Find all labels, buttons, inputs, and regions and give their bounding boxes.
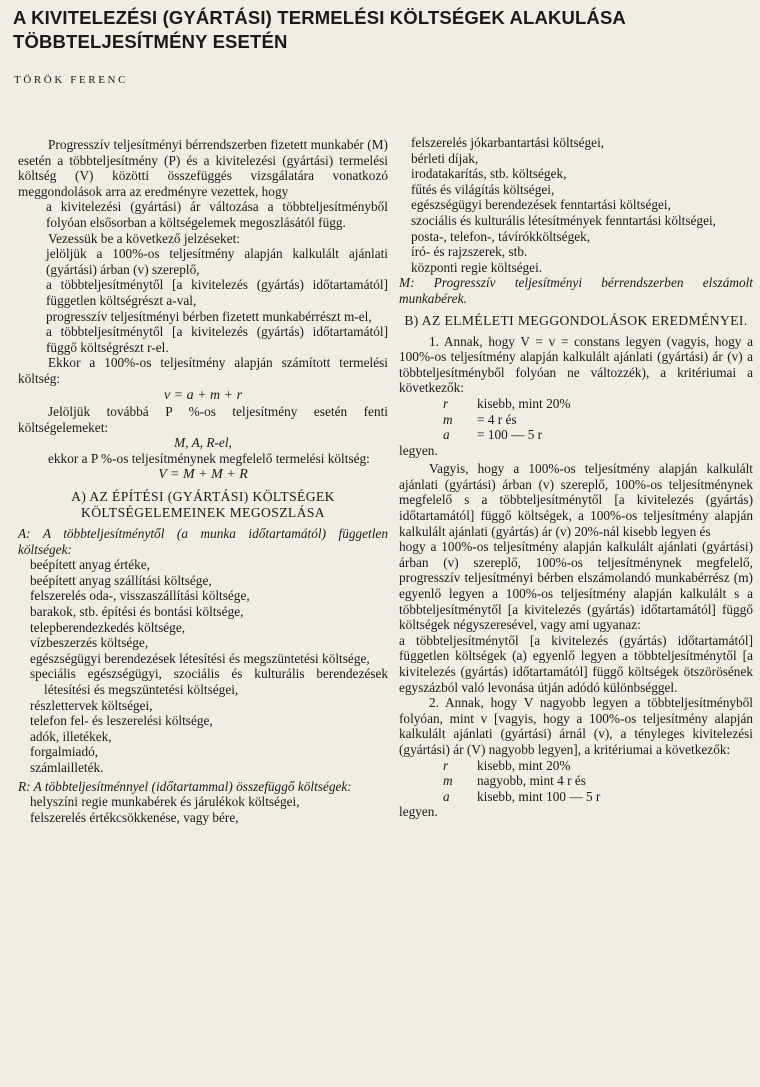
vagyis-paragraph: Vagyis, hogy a 100%-os teljesítmény alapján kalkulált ajánlati (gyártási) árban (v) szereplő, 100%-os teljesítménynek megfelelő s a többteljesítménytől [a kivitelezés (gyártás) időtartamától] függő költségek, a 100%-os teljesítmény alapján kalkulált ajánlati (gyártás) ár (v) 20%-nál kisebb legyen és	[399, 461, 753, 539]
a-paragraph: a többteljesítménytől [a kivitelezés (gyártás) időtartamától] független költségek (a) egyenlő legyen a többteljesítménytől [a kivitelezés (gyártás) időtartamától] függő költségek ötszörösének egyszázból való levonása útján adódó különbséggel.	[399, 632, 753, 695]
condition-text: kisebb, mint 20%	[477, 395, 571, 411]
list-item: adók, illetékek,	[30, 728, 112, 744]
notation-m: progresszív teljesítményi bérben fizetett munkabérrészt m-el,	[46, 308, 372, 324]
r-costs-list	[18, 794, 388, 825]
article-title: A KIVITELEZÉSI (GYÁRTÁSI) TERMELÉSI KÖLTSÉGEK ALAKULÁSA TÖBBTELJESÍTMÉNY ESETÉN	[13, 7, 626, 52]
list-item: irodatakarítás, stb. költségek,	[411, 166, 567, 182]
list-item: forgalmiadó,	[30, 744, 99, 760]
elements-intro: Jelöljük továbbá P %-os teljesítmény esetén fenti költségelemeket:	[18, 404, 388, 435]
condition-variable: r	[443, 757, 449, 773]
condition-text: = 100 — 5 r	[477, 427, 543, 443]
list-item: központi regie költségei.	[411, 259, 543, 275]
list-item: számlailleték.	[30, 759, 104, 775]
elements-list: M, A, R-el,	[174, 435, 232, 451]
list-item: telefon fel- és leszerelési költsége,	[30, 713, 213, 729]
list-item: szociális és kulturális létesítmények fenntartási költségei,	[411, 212, 717, 228]
criterion-2-paragraph: 2. Annak, hogy V nagyobb legyen a többteljesítményből folyóan, mint v [vagyis, hogy a 100%-os teljesítmény alapján kalkulált ajánlati (gyártási) árnál (v), a tényleges kivitelezési (gyártási) ár (V) nagyobb legyen], a kritériumai a következők:	[399, 695, 753, 757]
cost-formula-intro-2: ekkor a P %-os teljesítménynek megfelelő termelési költség:	[48, 450, 370, 466]
notation-a: a többteljesítménytől [a kivitelezés (gyártás) időtartamától] független költségrészt a-val,	[46, 277, 388, 308]
list-item: felszerelés jókarbantartási költségei,	[411, 135, 605, 150]
a-costs-heading: A: A többteljesítménytől (a munka időtartamától) független költségek:	[18, 526, 388, 557]
criterion-1-conditions	[399, 396, 753, 443]
cost-formula-intro: Ekkor a 100%-os teljesítmény alapján számított termelési költség:	[18, 355, 388, 386]
condition-variable: m	[443, 411, 453, 427]
list-item: egészségügyi berendezések létesítési és megszüntetési költsége,	[30, 650, 370, 666]
list-item: fűtés és világítás költségei,	[411, 181, 555, 197]
list-item: barakok, stb. építési és bontási költsége,	[30, 604, 244, 620]
author-name: TÖRÖK FERENC	[14, 74, 129, 86]
section-heading-b: B) AZ ELMÉLETI MEGGONDOLÁSOK EREDMÉNYEI.	[404, 312, 748, 328]
notation-r: a többteljesítménytől [a kivitelezés (gyártás) időtartamától] függő költségrészt r-el.	[46, 324, 388, 355]
list-item: vízbeszerzés költsége,	[30, 635, 149, 651]
condition-variable: r	[443, 395, 449, 411]
legyen-line: legyen.	[399, 442, 438, 458]
list-item: telepberendezkedés költsége,	[30, 619, 186, 635]
condition-row	[443, 396, 753, 412]
condition-row	[443, 789, 753, 805]
section-heading-a: A) AZ ÉPÍTÉSI (GYÁRTÁSI) KÖLTSÉGEK KÖLTSÉGELEMEINEK MEGOSZLÁSA	[71, 489, 335, 521]
list-item: posta-, telefon-, távírókköltségek,	[411, 228, 591, 244]
right-column	[399, 135, 753, 820]
equation-v: v = a + m + r	[163, 387, 243, 403]
hogy-paragraph: hogy a 100%-os teljesítmény alapján kalkulált ajánlati (gyártási) árban (v) szereplő, 100%-os teljesítménynek megfelelő, progresszív teljesítményi bérben elszámolandó munkabérrész (m) egyenlő legyen a 100%-os teljesítmény alapján kalkulált s a többteljesítménytől [a kivitelezés (gyártás) időtartamától] függő költségek négyszeresével, vagy ami ugyanaz:	[399, 539, 753, 633]
list-item: egészségügyi berendezések fenntartási költségei,	[411, 197, 671, 213]
legyen-line-2: legyen.	[399, 804, 438, 820]
list-item: speciális egészségügyi, szociális és kulturális berendezések létesítési és megszüntetési költségei,	[30, 666, 388, 697]
condition-text: kisebb, mint 100 — 5 r	[477, 788, 601, 804]
condition-text: kisebb, mint 20%	[477, 757, 571, 773]
criterion-2-conditions	[399, 758, 753, 805]
criterion-1-paragraph: 1. Annak, hogy V = v = constans legyen (vagyis, hogy a 100%-os teljesítmény alapján kalkulált ajánlati (gyártási) ár (v) a többteljesítményből folyóan ne változzék), a kritériumai a következők:	[399, 333, 753, 396]
condition-row	[443, 773, 753, 789]
intro-paragraph: Progresszív teljesítményi bérrendszerben fizetett munkabér (M) esetén a többteljesítmény (P) és a kivitelezési (gyártási) termelési költség (V) közötti összefüggés vizsgálatára vonatkozó meggondolások arra az eredményre vezettek, hogy	[18, 137, 388, 199]
r-costs-heading: R: A többteljesítménnyel (időtartammal) összefüggő költségek:	[18, 778, 352, 794]
list-item: bérleti díjak,	[411, 150, 479, 166]
condition-variable: m	[443, 773, 453, 789]
condition-row	[443, 412, 753, 428]
notation-v: jelöljük a 100%-os teljesítmény alapján kalkulált ajánlati (gyártási) árban (v) szereplő,	[46, 246, 388, 277]
list-item: beépített anyag értéke,	[30, 557, 150, 573]
condition-row	[443, 758, 753, 774]
condition-variable: a	[443, 788, 450, 804]
notation-intro: Vezessük be a következő jelzéseket:	[48, 230, 240, 246]
a-costs-list	[18, 557, 388, 775]
condition-variable: a	[443, 427, 450, 443]
condition-text: = 4 r és	[477, 411, 517, 427]
condition-row	[443, 427, 753, 443]
left-column	[18, 137, 388, 825]
equation-V: V = M + M + R	[158, 467, 248, 483]
r-costs-list-continued	[399, 135, 753, 275]
list-item: helyszíni regie munkabérek és járulékok költségei,	[30, 794, 300, 810]
list-item: beépített anyag szállítási költsége,	[30, 572, 212, 588]
list-item: felszerelés értékcsökkenése, vagy bére,	[30, 809, 239, 825]
list-item: felszerelés oda-, visszaszállítási költsége,	[30, 588, 250, 604]
intro-conclusion: a kivitelezési (gyártási) ár változása a többteljesítményből folyóan elsősorban a költségelemek megoszlásától függ.	[46, 199, 388, 230]
list-item: részlettervek költségei,	[30, 697, 153, 713]
m-wages-line: M: Progresszív teljesítményi bérrendszerben elszámolt munkabérek.	[399, 275, 753, 306]
list-item: író- és rajzszerek, stb.	[411, 244, 528, 260]
condition-text: nagyobb, mint 4 r és	[477, 773, 586, 789]
